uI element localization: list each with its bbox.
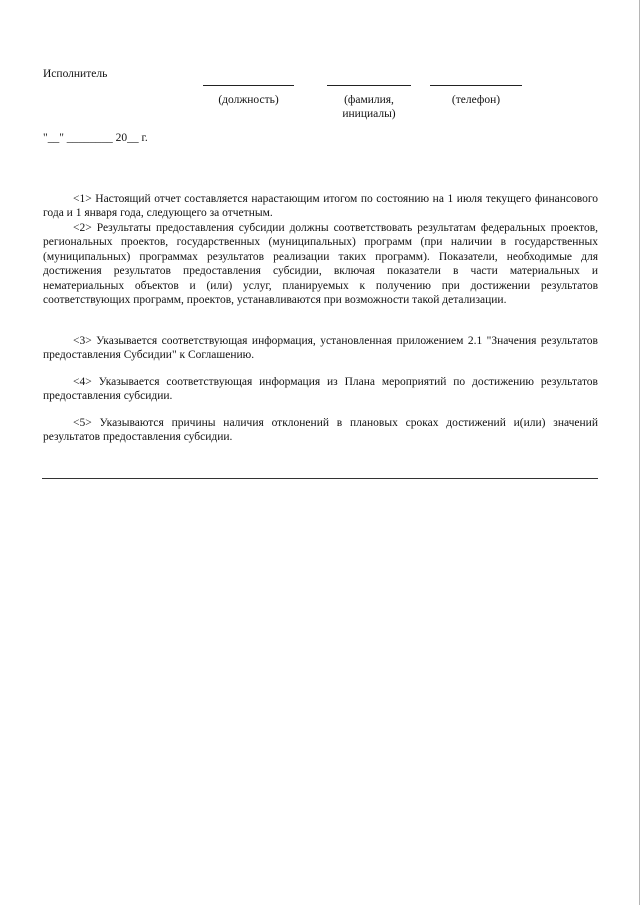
phone-caption: (телефон) [451,94,501,106]
name-signature-line [327,85,411,86]
footnote-2: <2> Результаты предоставления субсидии должны соответствовать результатам федеральных проектов, региональных проектов, государственных (муниципальных) программ (при наличии в государственных (муниципальных) программах результатов реализации таких программ). Показатели, необходимые для достижения результатов предоставления субсидии, включая показатели в части материальных и нематериальных объектов и (или) услуг, планируемых к получению при достижении результатов соответствующих программ, проектов, устанавливаются при возможности такой детализации. [43,222,598,307]
name-caption [320,93,418,121]
phone-signature-line [430,85,522,86]
position-caption: (должность) [218,94,279,106]
name-caption-line-1: (фамилия, [344,94,394,106]
date-line: "__" ________ 20__ г. [43,132,148,144]
footnote-4: <4> Указывается соответствующая информация из Плана мероприятий по достижению результатов предоставления субсидии. [43,376,598,403]
footnote-3: <3> Указывается соответствующая информация, установленная приложением 2.1 "Значения результатов предоставления Субсидии" к Соглашению. [43,335,598,362]
executor-label: Исполнитель [43,68,108,80]
footnote-5: <5> Указываются причины наличия отклонений в плановых сроках достижений и(или) значений результатов предоставления субсидии. [43,417,598,444]
horizontal-rule [42,478,598,479]
position-signature-line [203,85,294,86]
footnote-1: <1> Настоящий отчет составляется нарастающим итогом по состоянию на 1 июля текущего финансового года и 1 января года, следующего за отчетным. [43,193,598,220]
name-caption-line-2: инициалы) [342,108,396,120]
